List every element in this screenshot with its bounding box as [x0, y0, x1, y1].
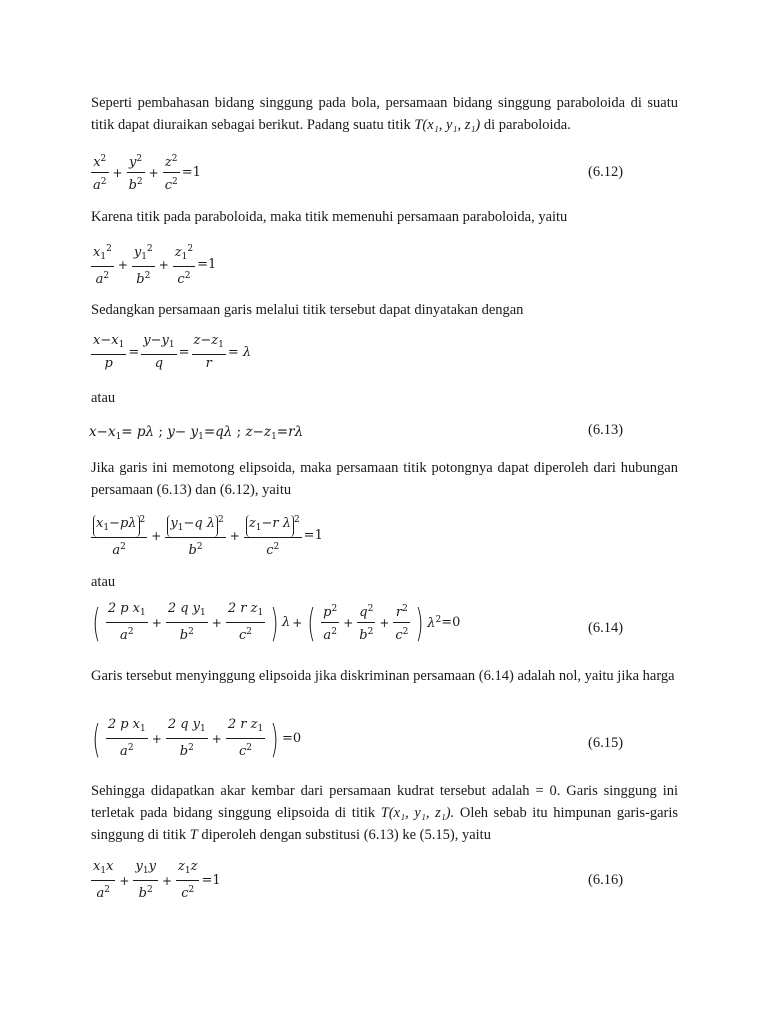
equation-substitution: $\frac{x_1-p\lambda ^2}{a^2}$ + $\frac{y_1-q \lambda ^2}{b^2}$ + $\frac{z_1-r \lambda ^2}{c^2}$ =1	[89, 511, 629, 560]
paragraph-tangent-condition: Garis tersebut menyinggung elipsoida jika diskriminan persamaan (6.14) adalah nol, yaitu jika harga	[91, 668, 675, 684]
paragraph-intro	[91, 92, 678, 136]
tangent-set-text-b: Oleh sebab itu himpunan garis-garis singgung di titik	[91, 805, 679, 843]
paragraph-point-on-paraboloid: Karena titik pada paraboloida, maka titik memenuhi persamaan paraboloida, yaitu	[91, 209, 568, 225]
equation-6-13: $x-x_1= p\lambda$ ; $y- y_1=q\lambda$ ; $z-z_1=r\lambda$	[89, 424, 304, 442]
equation-number-6-15: (6.15)	[588, 735, 624, 751]
equation-number-6-13: (6.13)	[588, 422, 624, 438]
atau-label-2: atau	[91, 574, 116, 590]
atau-label-1: atau	[91, 390, 116, 406]
equation-point-on-surface: $\frac{x_1^2}{a^2}$ + $\frac{y_1^2}{b^2}$ + $\frac{z_1^2}{c^2}$ =1	[89, 240, 629, 289]
tangent-set-point: T(x₁, y₁, z₁).	[380, 805, 455, 821]
equation-6-12: $\frac{x^2}{a^2}$ + $\frac{y^2}{b^2}$ + $\frac{z^2}{c^2}$ =1	[89, 150, 629, 195]
equation-number-6-14: (6.14)	[588, 620, 624, 636]
equation-6-16: $\frac{x_1x}{a^2}$ + $\frac{y_1y}{b^2}$ + $\frac{z_1z}{c^2}$ =1	[93, 859, 221, 901]
intro-end: di paraboloida.	[483, 117, 571, 133]
intro-point: T(x₁, y₁, z₁)	[414, 117, 481, 133]
equation-number-6-12: (6.12)	[588, 164, 624, 180]
tangent-set-text-c: diperoleh dengan substitusi (6.13) ke (5.15), yaitu	[201, 827, 491, 843]
equation-line: $\frac{x-x_1}{p}$ = $\frac{y-y_1}{q}$ = $\frac{z-z_1}{r}$ = λ	[93, 333, 252, 371]
paragraph-tangent-set	[91, 780, 678, 846]
tangent-set-T: T	[189, 827, 198, 843]
equation-6-14: ( $\frac{2 p x_1}{a^2}$ + $\frac{2 q y_1}{b^2}$ + $\frac{2 r z_1}{c^2}$ ) λ + ( $\frac{p^2}{a^2}$ + $\frac{q^2}{b^2}$ + $\frac{r^2}{c^2}$ ) $\lambda^2=0$	[92, 600, 461, 645]
equation-number-6-16: (6.16)	[588, 872, 624, 888]
intro-text: Seperti pembahasan bidang singgung pada bola, persamaan bidang singgung paraboloida di suatu titik dapat diuraikan sebagai berikut. Padang suatu titik	[91, 95, 678, 133]
paragraph-intersection: Jika garis ini memotong elipsoida, maka persamaan titik potongnya dapat diperoleh dari hubungan persamaan (6.13) dan (6.12), yaitu	[91, 460, 678, 498]
paragraph-line-equation: Sedangkan persamaan garis melalui titik tersebut dapat dinyatakan dengan	[91, 302, 524, 318]
equation-6-15: ( $\frac{2 p x_1}{a^2}$ + $\frac{2 q y_1}{b^2}$ + $\frac{2 r z_1}{c^2}$ ) =0	[92, 716, 302, 761]
tangent-set-text-a: Sehingga didapatkan akar kembar dari persamaan kudrat tersebut adalah = 0. Garis singgung ini terletak pada bidang singgung elipsoida di titik	[91, 783, 678, 821]
